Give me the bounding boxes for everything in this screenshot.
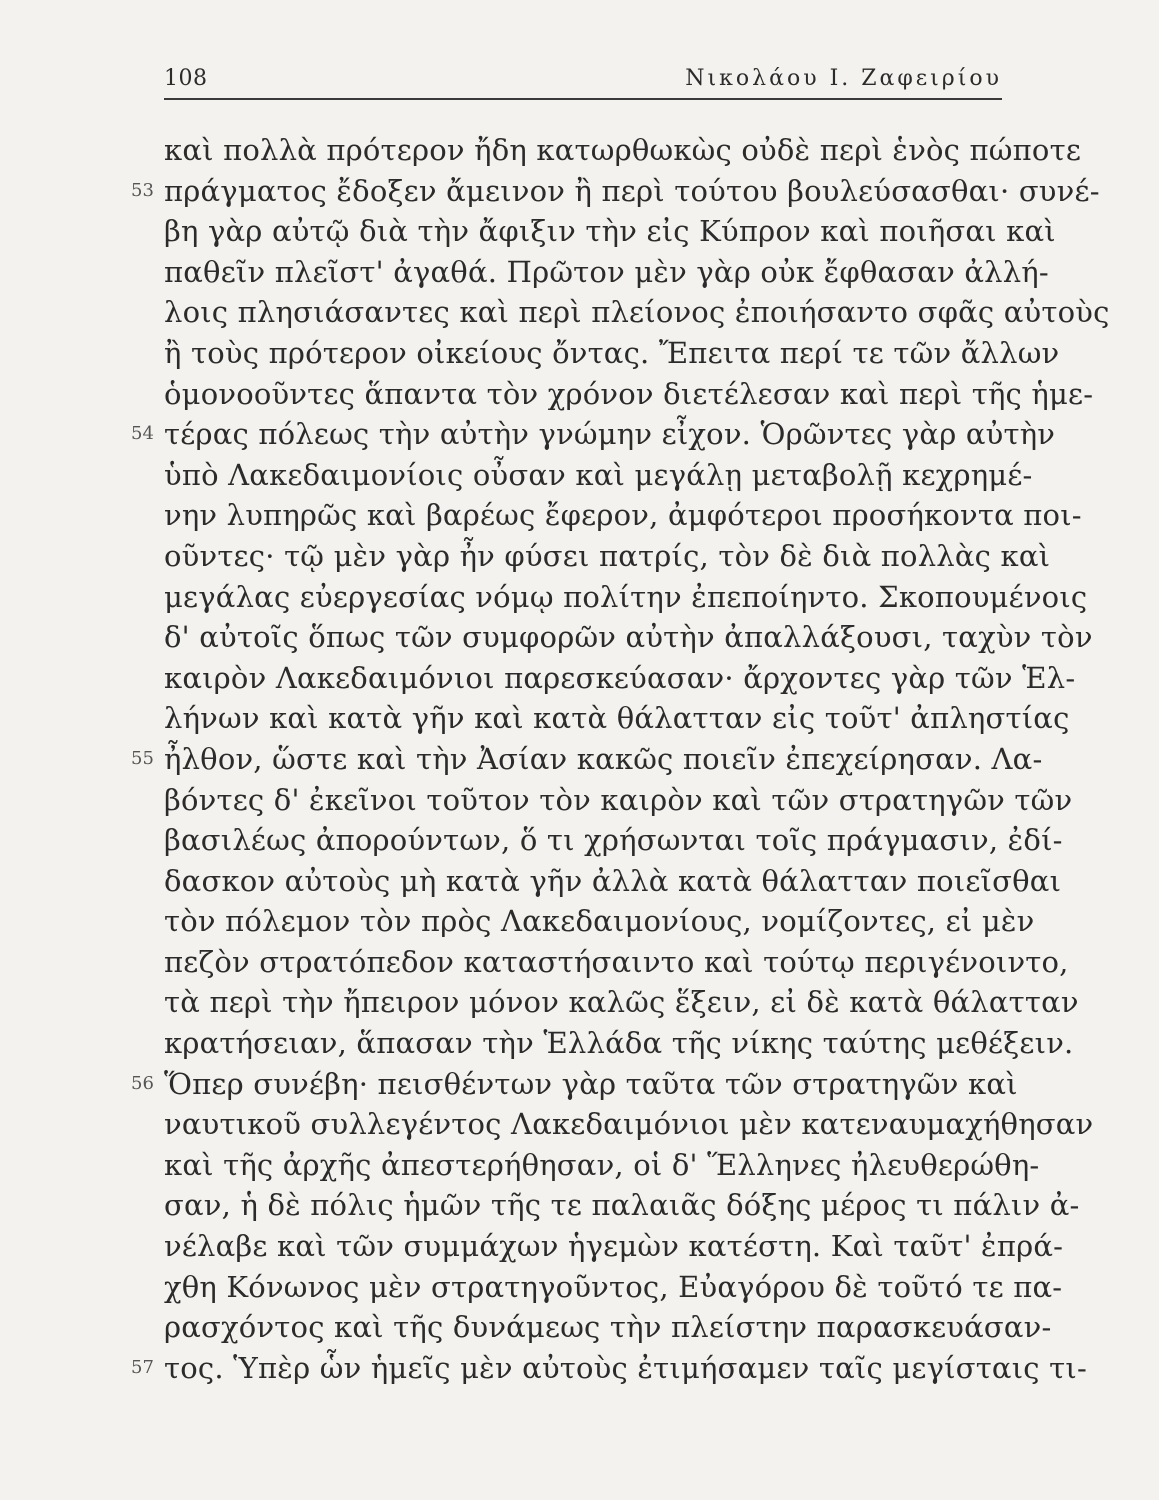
line-text: ὑπὸ Λακεδαιμονίοις οὖσαν καὶ μεγάλῃ μεταβολῇ κεχρημέ- [164, 457, 1033, 492]
page-number: 108 [164, 66, 208, 91]
text-line [164, 292, 1110, 333]
text-line [164, 1267, 1063, 1308]
line-text: τὰ περὶ τὴν ἤπειρον μόνον καλῶς ἕξειν, εἰ δὲ κατὰ θάλατταν [164, 985, 1079, 1020]
text-line [164, 130, 1082, 171]
line-text: οῦντες· τῷ μὲν γὰρ ἦν φύσει πατρίς, τὸν δὲ διὰ πολλὰς καὶ [164, 538, 1051, 573]
text-line [164, 333, 1060, 374]
text-line [164, 1023, 1074, 1064]
text-line [131, 1348, 1087, 1389]
line-text: βασιλέως ἀπορούντων, ὅ τι χρήσωνται τοῖς πράγμασιν, ἐδί- [164, 823, 1063, 858]
line-text: πράγματος ἔδοξεν ἄμεινον ἢ περὶ τούτου βουλεύσασθαι· συνέ- [164, 173, 1100, 208]
line-text: μεγάλας εὐεργεσίας νόμῳ πολίτην ἐπεποίηντο. Σκοπουμένοις [164, 579, 1088, 614]
text-line [164, 1307, 1052, 1348]
text-line [131, 1064, 1018, 1105]
line-text: χθη Κόνωνος μὲν στρατηγοῦντος, Εὐαγόρου δὲ τοῦτό τε πα- [164, 1269, 1063, 1304]
text-line [164, 455, 1033, 496]
line-text: Ὅπερ συνέβη· πεισθέντων γὰρ ταῦτα τῶν στρατηγῶν καὶ [164, 1066, 1018, 1101]
text-line [131, 739, 1043, 780]
text-line [164, 617, 1093, 658]
text-line [164, 1226, 1064, 1267]
line-text: τέρας πόλεως τὴν αὐτὴν γνώμην εἶχον. Ὁρῶντες γὰρ αὐτὴν [164, 417, 1056, 452]
text-line [164, 982, 1079, 1023]
line-text: λήνων καὶ κατὰ γῆν καὶ κατὰ θάλατταν εἰς τοῦτ' ἀπληστίας [164, 701, 1070, 736]
line-text: λοις πλησιάσαντες καὶ περὶ πλείονος ἐποιήσαντο σφᾶς αὐτοὺς [164, 295, 1110, 330]
line-text: ὁμονοοῦντες ἅπαντα τὸν χρόνον διετέλεσαν καὶ περὶ τῆς ἡμε- [164, 376, 1094, 411]
text-line [164, 374, 1094, 415]
line-text: νην λυπηρῶς καὶ βαρέως ἔφερον, ἀμφότεροι προσήκοντα ποι- [164, 498, 1082, 533]
text-line [131, 414, 1056, 455]
line-text: ρασχόντος καὶ τῆς δυνάμεως τὴν πλείστην παρασκευάσαν- [164, 1310, 1052, 1345]
text-line [164, 1145, 1040, 1186]
text-line [164, 698, 1070, 739]
text-line [164, 658, 1076, 699]
line-text: καὶ τῆς ἀρχῆς ἀπεστερήθησαν, οἱ δ' Ἕλληνες ἠλευθερώθη- [164, 1147, 1040, 1182]
line-text: βόντες δ' ἐκεῖνοι τοῦτον τὸν καιρὸν καὶ τῶν στρατηγῶν τῶν [164, 782, 1073, 817]
running-head: Νικολάου Ι. Ζαφειρίου [685, 66, 1002, 91]
text-line [164, 780, 1073, 821]
section-number: 57 [131, 1356, 154, 1378]
text-line [164, 1185, 1080, 1226]
line-text: βη γὰρ αὐτῷ διὰ τὴν ἄφιξιν τὴν εἰς Κύπρον καὶ ποιῆσαι καὶ [164, 214, 1056, 249]
line-text: ἦλθον, ὥστε καὶ τὴν Ἀσίαν κακῶς ποιεῖν ἐπεχείρησαν. Λα- [164, 741, 1043, 776]
line-text: κρατήσειαν, ἅπασαν τὴν Ἑλλάδα τῆς νίκης ταύτης μεθέξειν. [164, 1026, 1074, 1061]
section-number: 56 [131, 1072, 154, 1094]
text-line [131, 171, 1100, 212]
line-text: τὸν πόλεμον τὸν πρὸς Λακεδαιμονίους, νομίζοντες, εἰ μὲν [164, 904, 1035, 939]
text-line [164, 211, 1056, 252]
section-number: 53 [131, 179, 154, 201]
text-line [164, 252, 1049, 293]
line-text: τος. Ὑπὲρ ὧν ἡμεῖς μὲν αὐτοὺς ἐτιμήσαμεν ταῖς μεγίσταις τι- [164, 1350, 1087, 1385]
line-text: νέλαβε καὶ τῶν συμμάχων ἡγεμὼν κατέστη. Καὶ ταῦτ' ἐπρά- [164, 1229, 1064, 1264]
text-line [164, 1104, 1094, 1145]
line-text: ναυτικοῦ συλλεγέντος Λακεδαιμόνιοι μὲν κατεναυμαχήθησαν [164, 1107, 1094, 1142]
line-text: σαν, ἡ δὲ πόλις ἡμῶν τῆς τε παλαιᾶς δόξης μέρος τι πάλιν ἀ- [164, 1188, 1080, 1223]
line-text: καὶ πολλὰ πρότερον ἤδη κατωρθωκὼς οὐδὲ περὶ ἑνὸς πώποτε [164, 133, 1082, 167]
line-text: παθεῖν πλεῖστ' ἀγαθά. Πρῶτον μὲν γὰρ οὐκ ἔφθασαν ἀλλή- [164, 254, 1049, 289]
line-text: δ' αὐτοῖς ὅπως τῶν συμφορῶν αὐτὴν ἀπαλλάξουσι, ταχὺν τὸν [164, 620, 1093, 655]
text-line [164, 577, 1088, 618]
text-line [164, 861, 1062, 902]
text-line [164, 536, 1051, 577]
text-line [164, 901, 1035, 942]
section-number: 54 [131, 423, 154, 445]
text-line [164, 820, 1063, 861]
section-number: 55 [131, 747, 154, 769]
page-header [164, 64, 1002, 100]
text-line [164, 942, 1069, 983]
line-text: πεζὸν στρατόπεδον καταστήσαιντο καὶ τούτῳ περιγένοιντο, [164, 944, 1069, 979]
line-text: ἢ τοὺς πρότερον οἰκείους ὄντας. Ἔπειτα περί τε τῶν ἄλλων [164, 335, 1060, 370]
body-text [131, 130, 1110, 1388]
line-text: καιρὸν Λακεδαιμόνιοι παρεσκεύασαν· ἄρχοντες γὰρ τῶν Ἑλ- [164, 660, 1076, 695]
text-line [164, 495, 1082, 536]
line-text: δασκον αὐτοὺς μὴ κατὰ γῆν ἀλλὰ κατὰ θάλατταν ποιεῖσθαι [164, 863, 1062, 898]
